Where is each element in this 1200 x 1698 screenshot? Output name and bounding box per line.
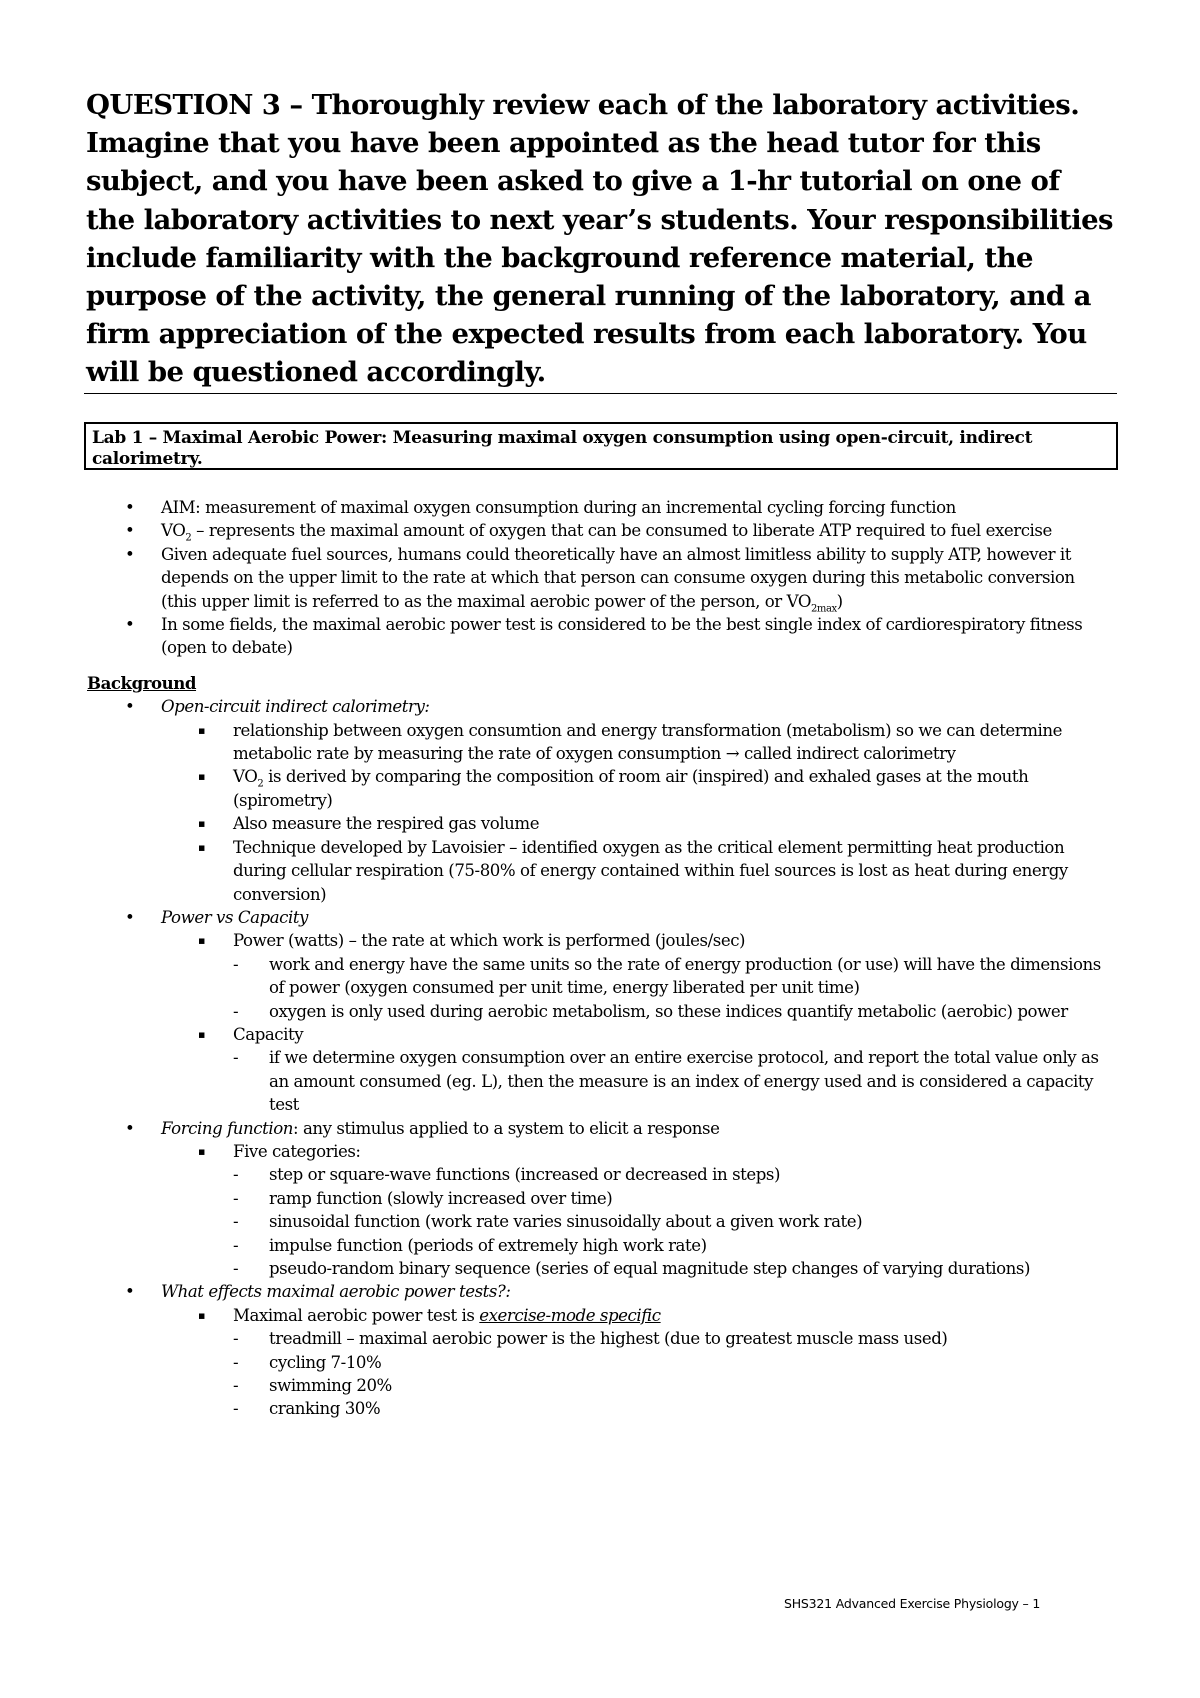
- detail-item: [0, 1046, 1105, 1116]
- category-text: step or square-wave functions (increased or decreased in steps): [269, 1165, 780, 1185]
- dash-icon: -: [233, 1329, 239, 1349]
- calorimetry-point: is derived by comparing the composition of room air (inspired) and exhaled gases at the mouth (spirometry): [233, 767, 1029, 810]
- bullet-icon: •: [125, 615, 135, 635]
- dash-icon: -: [233, 1376, 239, 1396]
- forcing-term: Forcing function: [161, 1118, 293, 1138]
- lab-title: Lab 1 – Maximal Aerobic Power: Measuring maximal oxygen consumption using open-circuit, indirect calorimetry.: [92, 428, 1033, 469]
- power-detail: work and energy have the same units so the rate of energy production (or use) will have the dimensions of power (oxygen consumed per unit time, energy liberated per unit time): [269, 954, 1101, 998]
- square-bullet-icon: ▪: [198, 817, 206, 831]
- vo2-symbol: VO: [161, 521, 186, 541]
- vo2-symbol: VO: [233, 767, 258, 787]
- square-bullet-icon: ▪: [198, 1308, 206, 1322]
- detail-item: [0, 1374, 1105, 1397]
- detail-item: [0, 1210, 1105, 1233]
- calorimetry-point: Also measure the respired gas volume: [233, 814, 540, 834]
- bullet-icon: •: [125, 697, 135, 717]
- page-footer: SHS321 Advanced Exercise Physiology – 1: [784, 1596, 1041, 1611]
- dash-icon: -: [233, 1001, 239, 1021]
- lab-title-box: [84, 422, 1118, 470]
- calorimetry-point: Technique developed by Lavoisier – identified oxygen as the critical element permitting heat production during cellular respiration (75-80% of energy contained within fuel sources is lost as heat during energy conversion): [233, 837, 1068, 904]
- sub-item: [0, 1023, 1105, 1046]
- list-item-effects: [0, 1280, 1105, 1303]
- sub-item: [0, 1140, 1105, 1163]
- vo2max-subscript: 2max: [811, 602, 837, 614]
- list-item-vo2: [0, 519, 1105, 542]
- square-bullet-icon: ▪: [198, 1027, 206, 1041]
- detail-item: [0, 1234, 1105, 1257]
- fuel-text: Given adequate fuel sources, humans could theoretically have an almost limitless ability to supply ATP, however it depends on the upper limit to the rate at which that person can consume oxygen during this metabolic conversion (this upper limit is referred to as the maximal aerobic power of the person, or VO: [161, 544, 1075, 611]
- list-item-fuel: [0, 543, 1105, 613]
- bullet-icon: •: [125, 907, 135, 927]
- mode-emphasis: exercise-mode specific: [479, 1305, 661, 1325]
- category-text: pseudo-random binary sequence (series of equal magnitude step changes of varying durations): [269, 1259, 1031, 1278]
- document-body: [0, 496, 1200, 1421]
- dash-icon: -: [233, 1212, 239, 1232]
- sub-item: [0, 1304, 1105, 1327]
- detail-item: [0, 1163, 1105, 1186]
- dash-icon: -: [233, 1235, 239, 1255]
- detail-item: [0, 1397, 1105, 1420]
- bullet-icon: •: [125, 498, 135, 517]
- dash-icon: -: [233, 954, 239, 974]
- dash-icon: -: [233, 1188, 239, 1208]
- bullet-icon: •: [125, 521, 135, 541]
- square-bullet-icon: ▪: [198, 840, 206, 854]
- list-item-power: [0, 906, 1105, 929]
- power-detail: oxygen is only used during aerobic metabolism, so these indices quantify metabolic (aerobic) power: [269, 1001, 1068, 1021]
- bullet-icon: •: [125, 1118, 135, 1138]
- background-heading: Background: [87, 672, 197, 693]
- sub-item: [0, 765, 1105, 812]
- forcing-definition: : any stimulus applied to a system to elicit a response: [292, 1118, 720, 1138]
- mode-detail: cranking 30%: [269, 1399, 381, 1419]
- list-item-index: [0, 613, 1105, 660]
- detail-item: [0, 1000, 1105, 1023]
- dash-icon: -: [233, 1259, 239, 1278]
- sub-item: [0, 719, 1105, 766]
- detail-item: [0, 953, 1105, 1000]
- fuel-text-end: ): [836, 591, 843, 611]
- list-item-forcing: [0, 1117, 1105, 1140]
- categories-label: Five categories:: [233, 1141, 361, 1161]
- mode-detail: swimming 20%: [269, 1376, 392, 1396]
- dash-icon: -: [233, 1165, 239, 1185]
- mode-detail: treadmill – maximal aerobic power is the highest (due to greatest muscle mass used): [269, 1329, 948, 1349]
- vo2-text: – represents the maximal amount of oxygen that can be consumed to liberate ATP required to fuel exercise: [191, 521, 1052, 541]
- capacity-detail: if we determine oxygen consumption over an entire exercise protocol, and report the total value only as an amount consumed (eg. L), then the measure is an index of energy used and is considered a capacity test: [269, 1048, 1099, 1115]
- detail-item: [0, 1351, 1105, 1374]
- index-text: In some fields, the maximal aerobic power test is considered to be the best single index of cardiorespiratory fitness (open to debate): [161, 615, 1083, 658]
- list-item-aim: [0, 496, 1105, 519]
- power-label: Power (watts) – the rate at which work is performed (joules/sec): [233, 931, 746, 951]
- square-bullet-icon: ▪: [198, 1144, 206, 1158]
- calorimetry-point: relationship between oxygen consumtion and energy transformation (metabolism) so we can determine metabolic rate by measuring the rate of oxygen consumption → called indirect calorimetry: [233, 720, 1063, 764]
- square-bullet-icon: ▪: [198, 723, 206, 737]
- dash-icon: -: [233, 1352, 239, 1372]
- bullet-icon: •: [125, 1282, 135, 1302]
- question-heading: QUESTION 3 – Thoroughly review each of the laboratory activities. Imagine that you have been appointed as the head tutor for this subject, and you have been asked to give a 1-hr tutorial on one of the laboratory activities to next year’s students. Your responsibilities include familiarity with the background reference material, the purpose of the activity, the general running of the laboratory, and a firm appreciation of the expected results from each laboratory. You will be questioned accordingly.: [86, 89, 1113, 389]
- dash-icon: -: [233, 1048, 239, 1068]
- capacity-label: Capacity: [233, 1024, 304, 1044]
- category-text: ramp function (slowly increased over time): [269, 1188, 613, 1208]
- detail-item: [0, 1187, 1105, 1210]
- sub-item: [0, 836, 1105, 906]
- mode-detail: cycling 7-10%: [269, 1352, 382, 1372]
- effects-title: What effects maximal aerobic power tests?:: [161, 1282, 511, 1302]
- bullet-icon: •: [125, 544, 135, 564]
- dash-icon: -: [233, 1399, 239, 1419]
- heading-rule: [84, 393, 1117, 394]
- list-item-calorimetry: [0, 695, 1105, 718]
- category-text: sinusoidal function (work rate varies sinusoidally about a given work rate): [269, 1212, 863, 1232]
- vo2-subscript: 2: [257, 778, 264, 790]
- sub-item: [0, 812, 1105, 835]
- square-bullet-icon: ▪: [198, 770, 206, 784]
- mode-text: Maximal aerobic power test is: [233, 1305, 480, 1325]
- calorimetry-title: Open-circuit indirect calorimetry:: [161, 697, 430, 717]
- category-text: impulse function (periods of extremely high work rate): [269, 1235, 707, 1255]
- sub-item: [0, 929, 1105, 952]
- aim-text: AIM: measurement of maximal oxygen consumption during an incremental cycling forcing function: [161, 498, 956, 517]
- square-bullet-icon: ▪: [198, 934, 206, 948]
- vo2-subscript: 2: [185, 532, 192, 544]
- power-title: Power vs Capacity: [161, 907, 308, 927]
- detail-item: [0, 1327, 1105, 1350]
- detail-item: [0, 1257, 1105, 1280]
